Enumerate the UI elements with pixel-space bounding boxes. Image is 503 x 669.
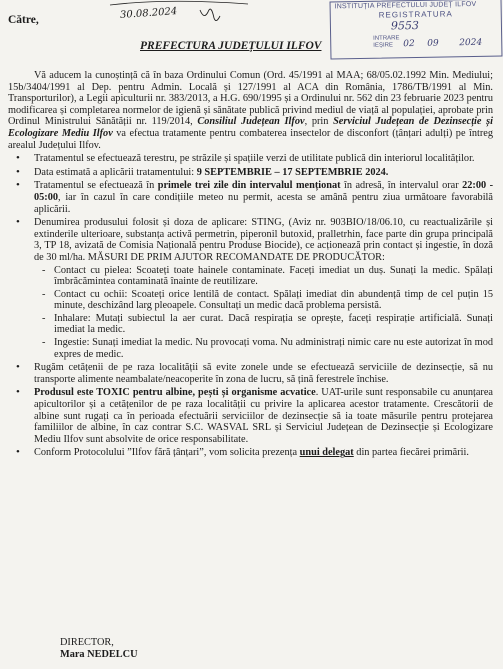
first-aid-heading: MĂSURI DE PRIM AJUTOR RECOMANDATE DE PRODUCĂTOR: <box>87 251 385 263</box>
list-item <box>34 153 493 165</box>
first-aid-item: - Contact cu pielea: Scoateți toate hainele contaminate. Faceți imediat un duș. Sunați la medic. Spălați îmbrăcămintea contaminată înainte de reutilizare. <box>54 265 493 288</box>
list-item <box>34 362 493 385</box>
first-aid-list <box>34 265 493 361</box>
stamp-day: 02 <box>403 39 415 50</box>
handwritten-annotation <box>108 0 258 30</box>
stamp-number: 9553 <box>390 18 420 33</box>
treatment-dates: 9 SEPTEMBRIE – 17 SEPTEMBRIE 2024. <box>196 166 389 178</box>
stamp-month: 09 <box>427 38 439 49</box>
recipient-title: PREFECTURA JUDEȚULUI ILFOV <box>140 40 322 52</box>
list-item <box>34 447 493 459</box>
intro-connector: , prin <box>304 116 329 128</box>
council-name: Consiliul Județean Ilfov <box>197 116 305 128</box>
intro-paragraph <box>8 70 493 151</box>
handwritten-date: 30.08.2024 <box>119 6 178 21</box>
protocol-text: Conform Protocolului ”Ilfov fără țânțari”, vom solicita prezența <box>34 447 298 459</box>
first-aid-item: - Contact cu ochii: Scoateți orice lentilă de contact. Spălați imediat din abundență timp de cel puțin 15 minute, deschizând larg pleoapele. Consultați un medic dacă problema persistă. <box>54 289 493 312</box>
stamp-out-label: IEȘIRE <box>373 42 394 49</box>
date-label: Data estimată a aplicării tratamentului: <box>34 166 195 178</box>
schedule-text: Tratamentul se efectuează în <box>34 180 155 192</box>
first-aid-item: - Inhalare: Mutați subiectul la aer curat. Dacă respirația se oprește, faceți respirație artificială. Sunați imediat la medic. <box>54 313 493 336</box>
treatment-method: Tratamentul se efectuează terestru, pe străzile și spațiile verzi de utilitate publică din interiorul localităților. <box>34 153 475 165</box>
stamp-year: 2024 <box>459 37 483 49</box>
intro-text: Vă aducem la cunoștință că în baza Ordinului Comun (Ord. 45/1991 al MAA; 68/05.02.1992 Min. Mediului; 15b/3404/1991 al Dep. pentru Admin. Locală și 127/1991 al ACA din România, 1786/TB/1991 al Min. Transporturilor), a Legii apiculturii nr. 383/2013, a H.G. 690/1995 și a Ordinului nr. 562 din 23 februarie 2023 pentru modificarea și completarea normelor de igienă și sănătate publică privind mediul de viață al populației, aprobate prin Ordinul Ministrului Sănătății nr. 119/2014, <box>8 70 493 128</box>
intro-end: va efectua tratamente pentru combaterea insectelor de disconfort (țânțari adulți) pe întreg arealul Județului Ilfov. <box>8 127 494 151</box>
schedule-text-mid: în adresă, în intervalul orar <box>344 180 459 192</box>
stamp-in-label: INTRARE <box>373 35 400 42</box>
info-list <box>8 153 493 459</box>
stamp-institution: INSTITUȚIA PREFECTULUI JUDEȚ ILFOV <box>334 0 477 11</box>
protocol-text-end: din partea fiecărei primării. <box>356 447 469 459</box>
registry-stamp <box>330 0 503 59</box>
addressee-label: Către, <box>8 14 39 26</box>
list-item <box>34 167 493 179</box>
service-name: Serviciul Județean de Dezinsecție și Ecologizare Mediu Ilfov <box>8 116 494 139</box>
signatory-name: Mara NEDELCU <box>60 648 138 660</box>
stamp-registry: REGISTRATURA <box>378 9 453 20</box>
list-item <box>34 180 493 215</box>
toxicity-warning: Produsul este TOXIC pentru albine, pești și organisme acvatice <box>34 387 316 399</box>
signature-block <box>60 637 138 660</box>
delegate-request: unui delegat <box>299 447 354 459</box>
schedule-days: primele trei zile din intervalul menționat <box>157 180 341 192</box>
schedule-hours: 22:00 - 05:00 <box>34 180 493 203</box>
signatory-title: DIRECTOR, <box>60 637 114 648</box>
product-description: Denumirea produsului folosit și doza de aplicare: STING, (Aviz nr. 903BIO/18/06.10, cu reactualizările și extinderile ulterioare, substanța activă permetrin, piperonil butoxid, pralletrhin, face parte din grupa principală 3, TP 18, avizată de Comisia Națională pentru Produse Biocide), ce acționează prin contact și ingestie, în doză de 30 ml/ha. <box>34 217 493 263</box>
letter-body <box>8 70 493 459</box>
schedule-text-end: , iar în cazul în care condițiile meteo nu permit, acesta se amână pentru ziua următoare favorabilă aplicării. <box>34 191 493 215</box>
list-item <box>34 217 493 360</box>
first-aid-item: - Ingestie: Sunați imediat la medic. Nu provocați voma. Nu administrați nimic care nu este autorizat în mod expres de medic. <box>54 337 493 360</box>
citizen-advice: Rugăm cetățenii de pe raza localității să evite zonele unde se efectuează serviciile de dezinsecție, să nu transporte alimente neambalate/neacoperite în zona de lucru, să țină ferestrele închise. <box>34 362 493 385</box>
list-item <box>34 387 493 445</box>
beekeeper-notice: . UAT-urile sunt responsabile cu anunțarea apicultorilor și a cetățenilor de pe raza localității cu privire la aplicarea acestor tratamente. Crescătorii de albine sunt rugați ca în perioada efectuării serviciilor de dezinsecție să ia toate măsurile pentru protejarea familiilor de albine, în caz contrar S.C. WASVAL SRL și Serviciul Județean de Dezinsecție și Ecologizare Mediu Ilfov sunt absolvite de orice responsabilitate. <box>34 387 494 445</box>
